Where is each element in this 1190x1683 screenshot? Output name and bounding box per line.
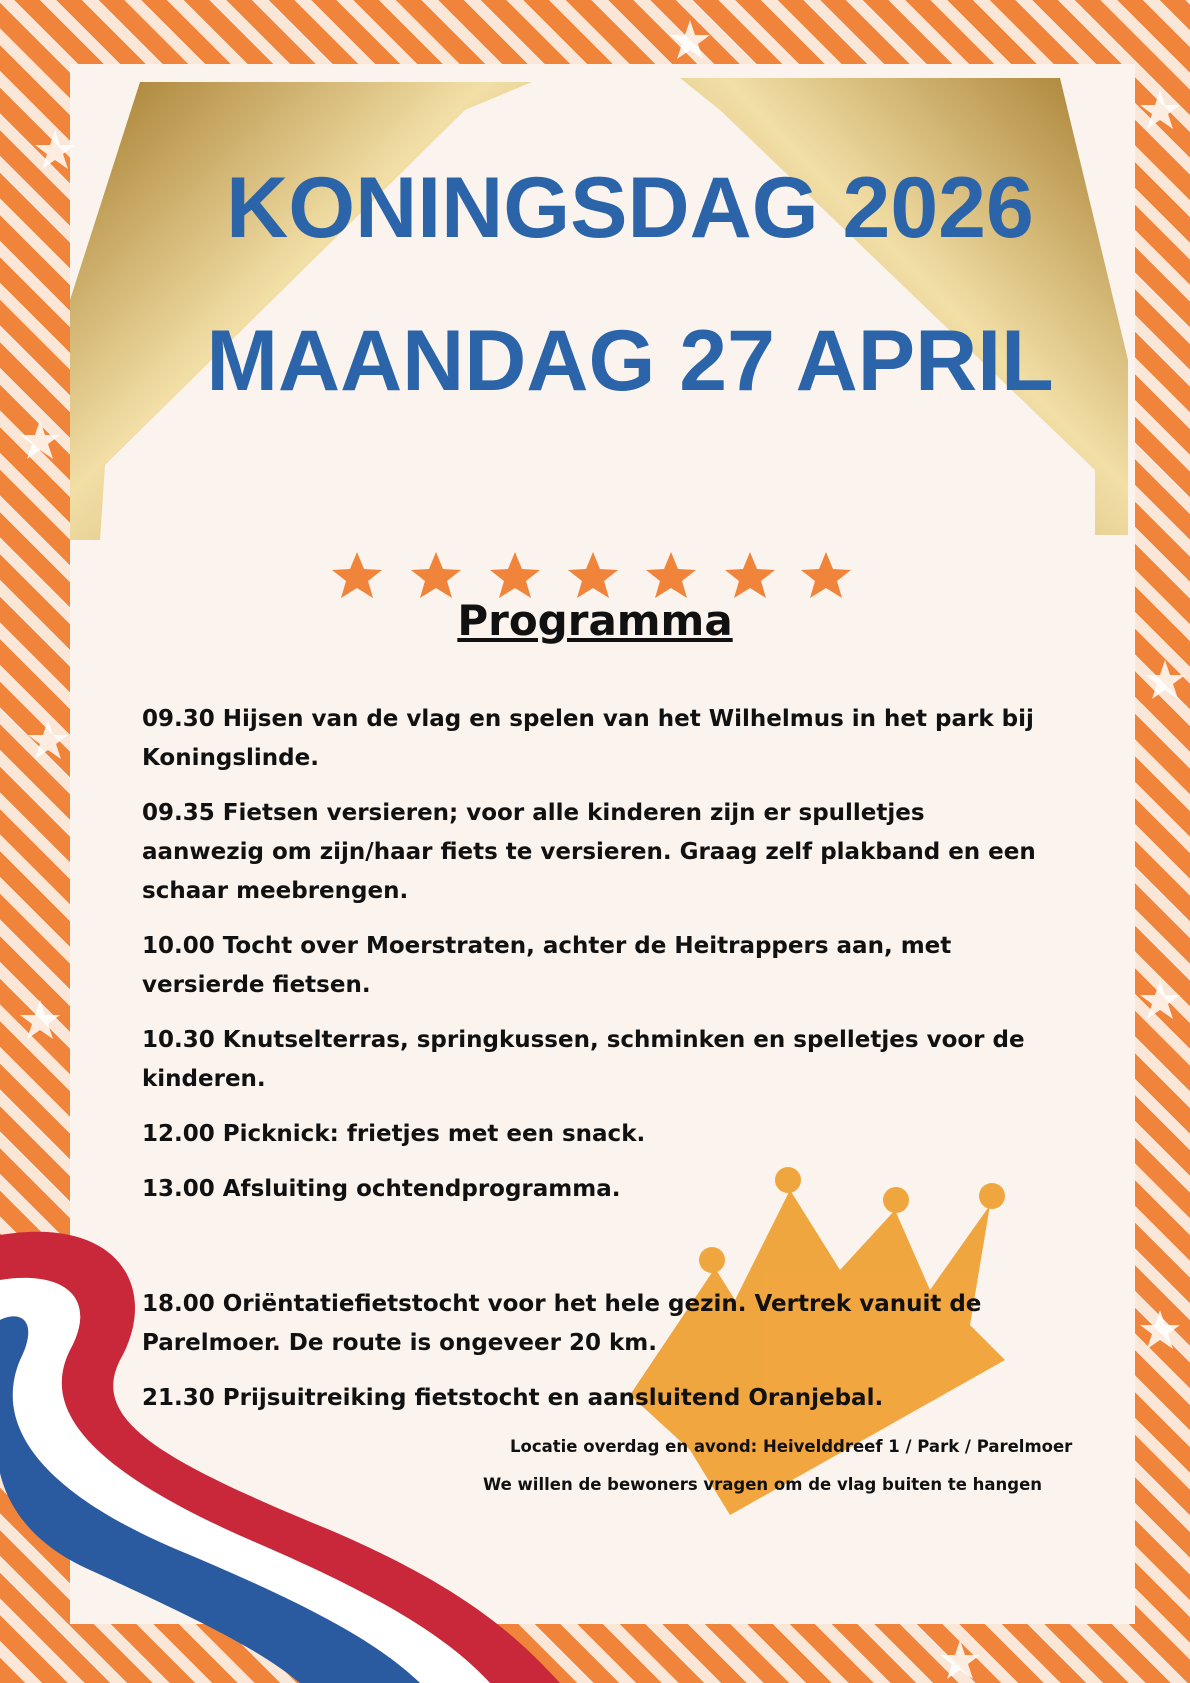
gold-ribbon-right — [680, 78, 1128, 535]
program-item: 10.30 Knutselterras, springkussen, schminken en spelletjes voor de kinderen. — [142, 1027, 1025, 1092]
location-note: Locatie overdag en avond: Heivelddreef 1 / Park / Parelmoer — [510, 1437, 1073, 1456]
program-item: 13.00 Afsluiting ochtendprogramma. — [142, 1176, 621, 1202]
program-item: 09.35 Fietsen versieren; voor alle kinderen zijn er spulletjes aanwezig om zijn/haar fiets te versieren. Graag zelf plakband en een schaar meebrengen. — [142, 800, 1036, 904]
program-heading: Programma — [457, 596, 733, 645]
title-date: MAANDAG 27 APRIL — [206, 313, 1054, 409]
program-item: 21.30 Prijsuitreiking fietstocht en aansluitend Oranjebal. — [142, 1385, 884, 1411]
program-item: 09.30 Hijsen van de vlag en spelen van het Wilhelmus in het park bij Koningslinde. — [142, 706, 1034, 771]
title-event: KONINGSDAG 2026 — [226, 160, 1034, 256]
gold-ribbon-left — [70, 82, 532, 540]
program-item: 10.00 Tocht over Moerstraten, achter de Heitrappers aan, met versierde fietsen. — [142, 933, 952, 998]
program-item: 12.00 Picknick: frietjes met een snack. — [142, 1121, 646, 1147]
program-list — [142, 700, 1042, 1434]
flag-request-note: We willen de bewoners vragen om de vlag buiten te hangen — [483, 1475, 1043, 1494]
program-item: 18.00 Oriëntatiefietstocht voor het hele gezin. Vertrek vanuit de Parelmoer. De route is ongeveer 20 km. — [142, 1291, 982, 1356]
orange-star-row-icons — [332, 552, 851, 598]
